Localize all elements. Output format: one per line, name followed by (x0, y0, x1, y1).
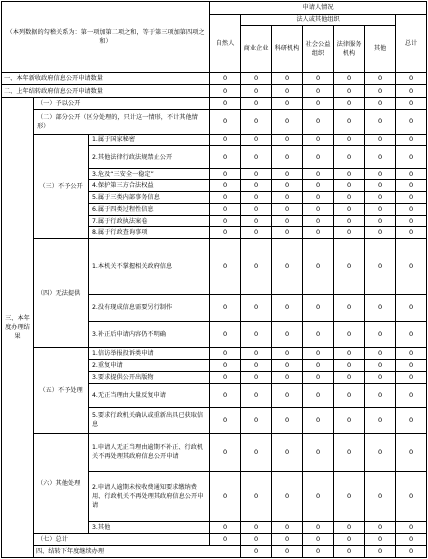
value-cell: 0 (365, 215, 396, 227)
value-cell: 0 (272, 522, 303, 534)
value-cell: 0 (241, 360, 272, 372)
value-cell: 0 (241, 534, 272, 546)
value-cell: 0 (210, 408, 241, 434)
value-cell: 0 (241, 472, 272, 522)
value-cell: 0 (303, 146, 334, 168)
value-cell: 0 (365, 383, 396, 408)
table-row (2, 433, 427, 471)
value-cell: 0 (210, 522, 241, 534)
value-cell: 0 (241, 522, 272, 534)
table-row (2, 98, 427, 110)
table-row (2, 239, 427, 295)
value-cell: 0 (272, 85, 303, 98)
value-cell: 0 (396, 360, 427, 372)
value-cell: 0 (303, 227, 334, 239)
value-cell: 0 (365, 534, 396, 546)
value-cell: 0 (210, 109, 241, 134)
value-cell: 0 (303, 348, 334, 360)
value-cell: 0 (396, 408, 427, 434)
value-cell: 0 (303, 168, 334, 180)
value-cell: 0 (303, 294, 334, 321)
value-cell: 0 (303, 215, 334, 227)
value-cell: 0 (365, 227, 396, 239)
value-cell: 0 (210, 534, 241, 546)
row-label-carried-over: 二、上年结转政府信息公开申请数量 (2, 85, 210, 98)
value-cell: 0 (334, 360, 365, 372)
value-cell: 0 (334, 239, 365, 295)
value-cell: 0 (272, 408, 303, 434)
value-cell: 0 (272, 227, 303, 239)
col-natural-person: 自然人 (210, 14, 241, 72)
value-cell: 0 (365, 85, 396, 98)
item-label: 6.属于四类过程性信息 (89, 203, 210, 215)
value-cell: 0 (303, 433, 334, 471)
value-cell: 0 (210, 227, 241, 239)
row-label-grand-total: （七）总计 (34, 534, 210, 546)
value-cell: 0 (272, 192, 303, 204)
value-cell: 0 (334, 168, 365, 180)
group-label-not-disclosed: （三）不予公开 (34, 134, 89, 239)
value-cell: 0 (365, 98, 396, 110)
value-cell: 0 (241, 433, 272, 471)
value-cell: 0 (210, 472, 241, 522)
value-cell: 0 (396, 294, 427, 321)
value-cell: 0 (396, 98, 427, 110)
value-cell: 0 (365, 522, 396, 534)
value-cell: 0 (272, 98, 303, 110)
value-cell: 0 (210, 294, 241, 321)
disclosure-statistics-table (1, 1, 427, 558)
value-cell: 0 (272, 203, 303, 215)
item-label: 5.属于三类内部事务信息 (89, 192, 210, 204)
value-cell: 0 (241, 109, 272, 134)
value-cell: 0 (334, 522, 365, 534)
value-cell: 0 (396, 134, 427, 146)
value-cell: 0 (303, 109, 334, 134)
value-cell: 0 (334, 371, 365, 383)
value-cell: 0 (334, 215, 365, 227)
value-cell: 0 (365, 72, 396, 85)
value-cell: 0 (303, 522, 334, 534)
value-cell: 0 (241, 348, 272, 360)
value-cell: 0 (396, 215, 427, 227)
value-cell: 0 (241, 98, 272, 110)
row-label-carry-forward: 四、结转下年度继续办理 (34, 545, 241, 557)
value-cell: 0 (334, 383, 365, 408)
value-cell: 0 (365, 472, 396, 522)
value-cell: 0 (396, 109, 427, 134)
value-cell: 0 (210, 134, 241, 146)
value-cell: 0 (272, 72, 303, 85)
col-other: 其他 (365, 25, 396, 72)
value-cell: 0 (303, 134, 334, 146)
group-label-not-processed: （五）不予处理 (34, 348, 89, 433)
value-cell: 0 (334, 98, 365, 110)
item-label: 8.属于行政查询事项 (89, 227, 210, 239)
value-cell: 0 (334, 348, 365, 360)
item-label: 2.重复申请 (89, 360, 210, 372)
value-cell: 0 (210, 203, 241, 215)
table-row (2, 348, 427, 360)
value-cell: 0 (396, 545, 427, 557)
value-cell: 0 (272, 215, 303, 227)
value-cell: 0 (396, 433, 427, 471)
applicant-header: 申请人情况 (210, 2, 427, 15)
value-cell: 0 (272, 383, 303, 408)
value-cell: 0 (241, 371, 272, 383)
value-cell: 0 (396, 72, 427, 85)
item-label: 3.其他 (89, 522, 210, 534)
value-cell: 0 (396, 522, 427, 534)
value-cell: 0 (210, 98, 241, 110)
value-cell: 0 (210, 215, 241, 227)
value-cell: 0 (303, 98, 334, 110)
value-cell: 0 (272, 321, 303, 348)
table-row (2, 134, 427, 146)
value-cell: 0 (365, 180, 396, 192)
legal-group-header: 法人或其他组织 (241, 14, 396, 25)
value-cell: 0 (272, 534, 303, 546)
table-row (2, 72, 427, 85)
value-cell: 0 (396, 239, 427, 295)
value-cell: 0 (396, 348, 427, 360)
value-cell: 0 (241, 203, 272, 215)
value-cell: 0 (303, 321, 334, 348)
value-cell: 0 (303, 545, 334, 557)
value-cell: 0 (210, 360, 241, 372)
value-cell: 0 (334, 192, 365, 204)
value-cell: 0 (365, 360, 396, 372)
col-research: 科研机构 (272, 25, 303, 72)
value-cell: 0 (272, 472, 303, 522)
section-three-label: 三、本年度办理结果 (2, 98, 34, 558)
value-cell: 0 (334, 545, 365, 557)
value-cell: 0 (303, 180, 334, 192)
value-cell: 0 (210, 146, 241, 168)
value-cell: 0 (365, 168, 396, 180)
value-cell: 0 (365, 294, 396, 321)
value-cell: 0 (396, 85, 427, 98)
value-cell: 0 (241, 72, 272, 85)
item-label: 3.危及“三安全一稳定” (89, 168, 210, 180)
value-cell: 0 (272, 371, 303, 383)
value-cell: 0 (334, 472, 365, 522)
value-cell: 0 (303, 203, 334, 215)
col-total: 总计 (396, 14, 427, 72)
value-cell: 0 (241, 239, 272, 295)
value-cell: 0 (272, 294, 303, 321)
row-label-partial-disclosure: （二）部分公开（区分处理的，只计这一情形，不计其他情形） (34, 109, 210, 134)
value-cell: 0 (365, 348, 396, 360)
item-label: 3.补正后申请内容仍不明确 (89, 321, 210, 348)
value-cell: 0 (334, 227, 365, 239)
value-cell: 0 (365, 545, 396, 557)
item-label: 5.要求行政机关确认或重新出具已获取信息 (89, 408, 210, 434)
value-cell: 0 (303, 239, 334, 295)
value-cell: 0 (210, 85, 241, 98)
item-label: 1.属于国家秘密 (89, 134, 210, 146)
value-cell: 0 (365, 203, 396, 215)
value-cell: 0 (272, 146, 303, 168)
item-label: 2.其他法律行政法规禁止公开 (89, 146, 210, 168)
group-label-unable-to-provide: （四）无法提供 (34, 239, 89, 348)
value-cell: 0 (241, 215, 272, 227)
item-label: 4.保护第三方合法权益 (89, 180, 210, 192)
item-label: 3.要求提供公开出版物 (89, 371, 210, 383)
value-cell: 0 (241, 134, 272, 146)
value-cell: 0 (241, 227, 272, 239)
value-cell: 0 (365, 371, 396, 383)
value-cell: 0 (272, 180, 303, 192)
value-cell: 0 (210, 433, 241, 471)
group-label-other-handling: （六）其他处理 (34, 433, 89, 533)
value-cell: 0 (303, 408, 334, 434)
col-business: 商业企业 (241, 25, 272, 72)
value-cell: 0 (272, 134, 303, 146)
value-cell: 0 (334, 134, 365, 146)
value-cell: 0 (334, 85, 365, 98)
value-cell: 0 (241, 85, 272, 98)
value-cell: 0 (334, 408, 365, 434)
value-cell: 0 (210, 371, 241, 383)
value-cell: 0 (334, 294, 365, 321)
item-label: 1.信访举报投诉类申请 (89, 348, 210, 360)
value-cell: 0 (210, 180, 241, 192)
value-cell: 0 (210, 72, 241, 85)
value-cell: 0 (396, 227, 427, 239)
value-cell: 0 (365, 321, 396, 348)
value-cell: 0 (365, 146, 396, 168)
value-cell: 0 (334, 321, 365, 348)
value-cell: 0 (396, 321, 427, 348)
value-cell: 0 (365, 134, 396, 146)
item-label: 7.属于行政执法案卷 (89, 215, 210, 227)
value-cell: 0 (272, 433, 303, 471)
value-cell: 0 (303, 371, 334, 383)
value-cell: 0 (334, 203, 365, 215)
value-cell: 0 (272, 109, 303, 134)
value-cell: 0 (303, 360, 334, 372)
value-cell: 0 (303, 72, 334, 85)
value-cell: 0 (365, 239, 396, 295)
value-cell: 0 (334, 534, 365, 546)
value-cell: 0 (396, 534, 427, 546)
col-public-welfare: 社会公益组织 (303, 25, 334, 72)
table-row (2, 534, 427, 546)
value-cell: 0 (365, 192, 396, 204)
value-cell: 0 (365, 408, 396, 434)
value-cell: 0 (396, 203, 427, 215)
value-cell: 0 (272, 239, 303, 295)
value-cell: 0 (334, 146, 365, 168)
value-cell: 0 (303, 192, 334, 204)
value-cell: 0 (303, 85, 334, 98)
item-label: 2.申请人逾期未按收费通知要求缴纳费用、行政机关不再处理其政府信息公开申请 (89, 472, 210, 522)
value-cell: 0 (396, 472, 427, 522)
value-cell: 0 (210, 383, 241, 408)
value-cell: 0 (210, 192, 241, 204)
value-cell: 0 (396, 146, 427, 168)
col-legal-service: 法律服务机构 (334, 25, 365, 72)
table-row (2, 85, 427, 98)
value-cell: 0 (396, 371, 427, 383)
value-cell: 0 (303, 472, 334, 522)
value-cell: 0 (396, 180, 427, 192)
value-cell: 0 (396, 192, 427, 204)
table-row (2, 545, 427, 557)
value-cell: 0 (272, 545, 303, 557)
item-label: 4.无正当理由大量反复申请 (89, 383, 210, 408)
value-cell: 0 (396, 383, 427, 408)
value-cell: 0 (334, 72, 365, 85)
value-cell: 0 (241, 294, 272, 321)
value-cell: 0 (210, 168, 241, 180)
value-cell: 0 (396, 168, 427, 180)
value-cell: 0 (241, 321, 272, 348)
value-cell: 0 (241, 408, 272, 434)
value-cell: 0 (303, 383, 334, 408)
value-cell: 0 (241, 168, 272, 180)
value-cell: 0 (241, 146, 272, 168)
item-label: 1.申请人无正当理由逾期不补正、行政机关不再处理其政府信息公开申请 (89, 433, 210, 471)
row-label-full-disclosure: （一）予以公开 (34, 98, 210, 110)
value-cell: 0 (241, 180, 272, 192)
item-label: 1.本机关不掌握相关政府信息 (89, 239, 210, 295)
value-cell: 0 (210, 321, 241, 348)
row-label-new-applications: 一、本年新收政府信息公开申请数量 (2, 72, 210, 85)
value-cell: 0 (303, 534, 334, 546)
value-cell: 0 (365, 433, 396, 471)
corner-note: （本列数据的勾稽关系为：第一项加第二项之和，等于第三项加第四项之和） (2, 2, 210, 73)
value-cell: 0 (272, 348, 303, 360)
value-cell: 0 (272, 360, 303, 372)
value-cell: 0 (241, 383, 272, 408)
value-cell: 0 (334, 109, 365, 134)
value-cell: 0 (365, 109, 396, 134)
value-cell: 0 (210, 239, 241, 295)
value-cell: 0 (241, 192, 272, 204)
value-cell: 0 (334, 180, 365, 192)
table-row (2, 109, 427, 134)
value-cell: 0 (334, 433, 365, 471)
value-cell: 0 (210, 348, 241, 360)
item-label: 2.没有现成信息需要另行制作 (89, 294, 210, 321)
value-cell: 0 (272, 168, 303, 180)
value-cell: 0 (241, 545, 272, 557)
